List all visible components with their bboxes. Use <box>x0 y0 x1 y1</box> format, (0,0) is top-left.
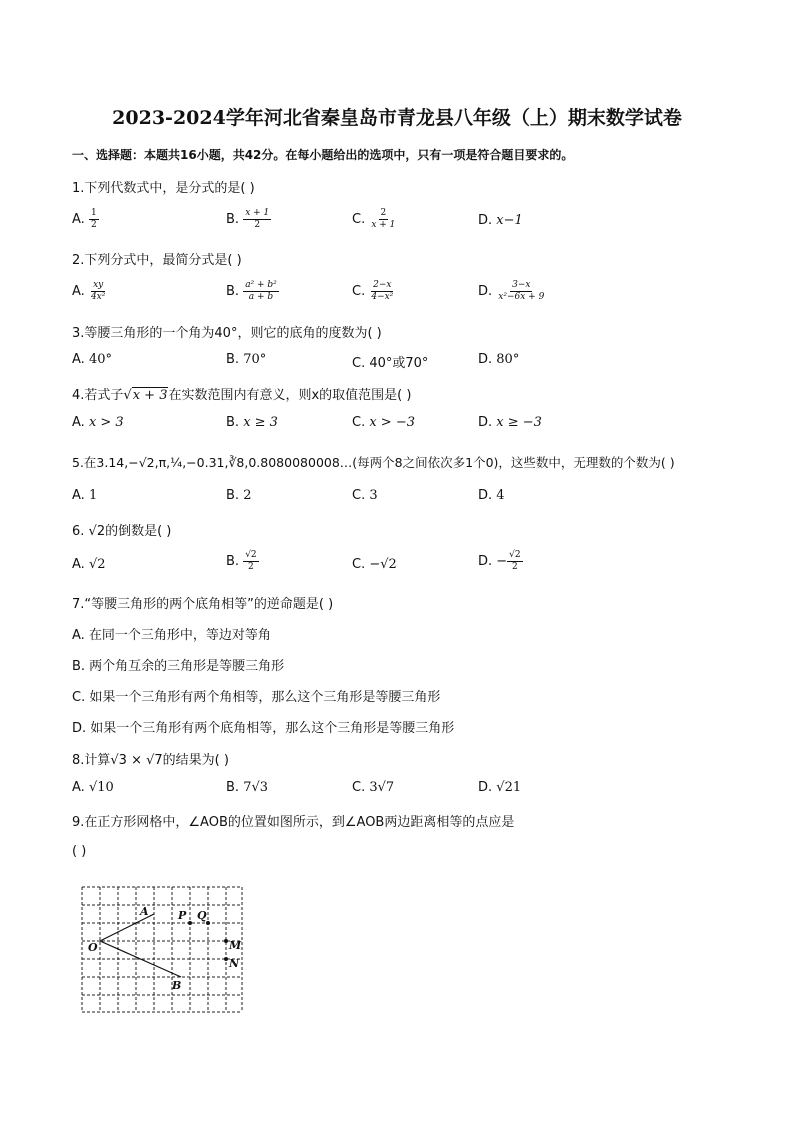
q2-option-d: D. $\frac{3-x}{\text{x²−6x + 9}}$ <box>478 280 545 302</box>
question-5-stem: 5.在3.14,−√2,π,¼,−0.31,∛8,0.8080080008…(每两个8之间依次多1个0)，这些数中，无理数的个数为( ) <box>72 455 675 470</box>
question-9-paren: ( ) <box>72 844 87 859</box>
point-q <box>206 921 210 925</box>
q4-option-b: B. x ≥ 3 <box>226 415 278 430</box>
section-heading: 一、选择题：本题共16小题，共42分。在每小题给出的选项中，只有一项是符合题目要求的。 <box>72 148 574 162</box>
label-a: A <box>140 905 149 918</box>
q5-option-b: B. 2 <box>226 488 252 503</box>
ray-oa <box>100 914 154 941</box>
q6-option-a: A. √2 <box>72 557 106 572</box>
point-p <box>188 921 192 925</box>
q4-option-d: D. x ≥ −3 <box>478 415 542 430</box>
page-title: 2023-2024学年河北省秦皇岛市青龙县八年级（上）期末数学试卷 <box>112 107 682 129</box>
q7-option-a: A. 在同一个三角形中，等边对等角 <box>72 628 271 643</box>
question-8-stem: 8.计算√3 × √7的结果为( ) <box>72 753 229 768</box>
label-n: N <box>229 957 240 970</box>
q2-option-a: A. $\frac{xy}{\text{4x²}}$ <box>72 280 106 302</box>
q4-option-a: A. x > 3 <box>72 415 124 430</box>
question-9-stem: 9.在正方形网格中，∠AOB的位置如图所示，到∠AOB两边距离相等的点应是 <box>72 815 515 830</box>
q8-option-d: D. √21 <box>478 780 522 795</box>
q7-option-b: B. 两个角互余的三角形是等腰三角形 <box>72 659 285 674</box>
point-n <box>224 957 228 961</box>
q6-option-d: D. − $\frac{√2}{2}$ <box>478 550 521 572</box>
q5-option-c: C. 3 <box>352 488 378 503</box>
label-q: Q <box>197 909 207 922</box>
q8-option-b: B. 7√3 <box>226 780 269 795</box>
q7-option-c: C. 如果一个三角形有两个角相等，那么这个三角形是等腰三角形 <box>72 690 441 705</box>
q8-option-a: A. √10 <box>72 780 114 795</box>
q5-option-d: D. 4 <box>478 488 505 503</box>
q3-option-b: B. 70° <box>226 352 267 367</box>
q3-option-d: D. 80° <box>478 352 520 367</box>
q3-option-a: A. 40° <box>72 352 112 367</box>
q1-option-a: A. $\frac{1}{2}$ <box>72 208 97 230</box>
label-o: O <box>88 941 98 954</box>
q2-option-c: C. $\frac{2-x}{\text{4−x²}}$ <box>352 280 394 302</box>
question-3-stem: 3.等腰三角形的一个角为40°，则它的底角的度数为( ) <box>72 326 382 341</box>
angle-grid-figure <box>80 885 246 1015</box>
q7-option-d: D. 如果一个三角形有两个底角相等，那么这个三角形是等腰三角形 <box>72 721 455 736</box>
q1-option-b: B. $\frac{x + 1}{2}$ <box>226 208 270 230</box>
label-p: P <box>178 909 187 922</box>
label-m: M <box>229 939 242 952</box>
q5-option-a: A. 1 <box>72 488 98 503</box>
q8-option-c: C. 3√7 <box>352 780 395 795</box>
grid-lines <box>82 887 242 1012</box>
question-1-stem: 1.下列代数式中，是分式的是( ) <box>72 181 255 196</box>
q1-option-d: D. x−1 <box>478 213 523 228</box>
q6-option-c: C. −√2 <box>352 557 397 572</box>
q1-option-c: C. $\frac{2}{x + 1}$ <box>352 208 396 230</box>
q2-option-b: B. $\frac{\text{a² + b²}}{a + b}$ <box>226 280 277 302</box>
q6-option-b: B. $\frac{√2}{2}$ <box>226 550 257 572</box>
question-4-stem: 4.若式子√x + 3在实数范围内有意义，则x的取值范围是( ) <box>72 388 412 403</box>
question-7-stem: 7.“等腰三角形的两个底角相等”的逆命题是( ) <box>72 597 334 612</box>
point-m <box>224 939 228 943</box>
q3-option-c: C. 40°或70° <box>352 356 429 371</box>
label-b: B <box>172 979 182 992</box>
question-6-stem: 6. √2的倒数是( ) <box>72 524 172 539</box>
q4-option-c: C. x > −3 <box>352 415 415 430</box>
question-2-stem: 2.下列分式中，最简分式是( ) <box>72 253 242 268</box>
